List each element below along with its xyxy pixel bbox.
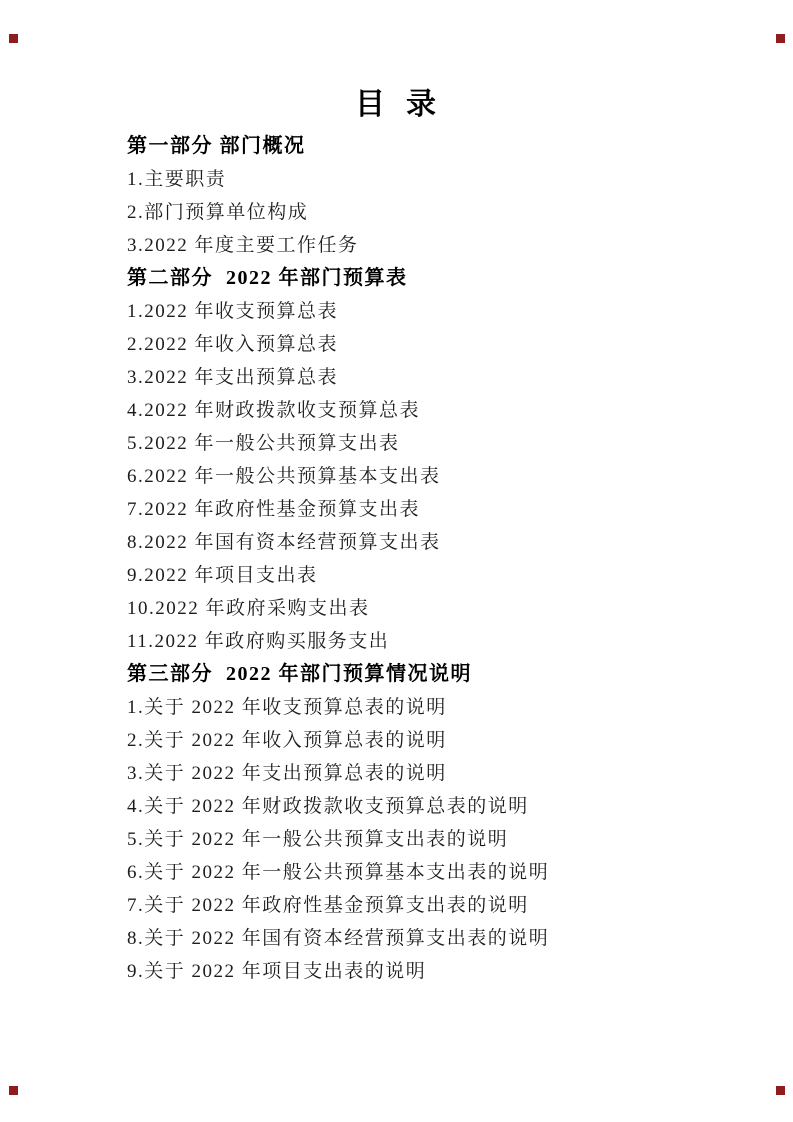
toc-item: 1.关于 2022 年收支预算总表的说明 <box>127 697 447 718</box>
toc-item: 5.2022 年一般公共预算支出表 <box>127 433 400 454</box>
toc-item: 3.关于 2022 年支出预算总表的说明 <box>127 763 447 784</box>
toc-item: 7.2022 年政府性基金预算支出表 <box>127 499 421 520</box>
toc-item: 1.2022 年收支预算总表 <box>127 301 339 322</box>
toc-item: 11.2022 年政府购买服务支出 <box>127 631 390 652</box>
toc-item: 3.2022 年支出预算总表 <box>127 367 339 388</box>
toc-item: 6.2022 年一般公共预算基本支出表 <box>127 466 441 487</box>
toc-item: 7.关于 2022 年政府性基金预算支出表的说明 <box>127 895 529 916</box>
corner-registration-mark-top-right <box>776 34 785 43</box>
toc-item: 5.关于 2022 年一般公共预算支出表的说明 <box>127 829 509 850</box>
page-title: 目 录 <box>355 88 438 121</box>
toc-item: 1.主要职责 <box>127 169 227 190</box>
toc-item: 9.2022 年项目支出表 <box>127 565 318 586</box>
section-heading-part-1: 第一部分 部门概况 <box>127 135 306 157</box>
toc-item: 2.2022 年收入预算总表 <box>127 334 339 355</box>
toc-item: 6.关于 2022 年一般公共预算基本支出表的说明 <box>127 862 550 883</box>
toc-item: 8.关于 2022 年国有资本经营预算支出表的说明 <box>127 928 550 949</box>
section-heading-part-3: 第三部分 2022 年部门预算情况说明 <box>127 663 472 685</box>
toc-item: 9.关于 2022 年项目支出表的说明 <box>127 961 427 982</box>
toc-item: 10.2022 年政府采购支出表 <box>127 598 370 619</box>
toc-item: 2.关于 2022 年收入预算总表的说明 <box>127 730 447 751</box>
toc-item: 8.2022 年国有资本经营预算支出表 <box>127 532 441 553</box>
toc-content <box>127 130 733 988</box>
toc-item: 2.部门预算单位构成 <box>127 202 309 223</box>
corner-registration-mark-bottom-left <box>9 1086 18 1095</box>
corner-registration-mark-top-left <box>9 34 18 43</box>
toc-item: 4.关于 2022 年财政拨款收支预算总表的说明 <box>127 796 529 817</box>
toc-item: 3.2022 年度主要工作任务 <box>127 235 359 256</box>
toc-item: 4.2022 年财政拨款收支预算总表 <box>127 400 421 421</box>
corner-registration-mark-bottom-right <box>776 1086 785 1095</box>
section-heading-part-2: 第二部分 2022 年部门预算表 <box>127 267 408 289</box>
